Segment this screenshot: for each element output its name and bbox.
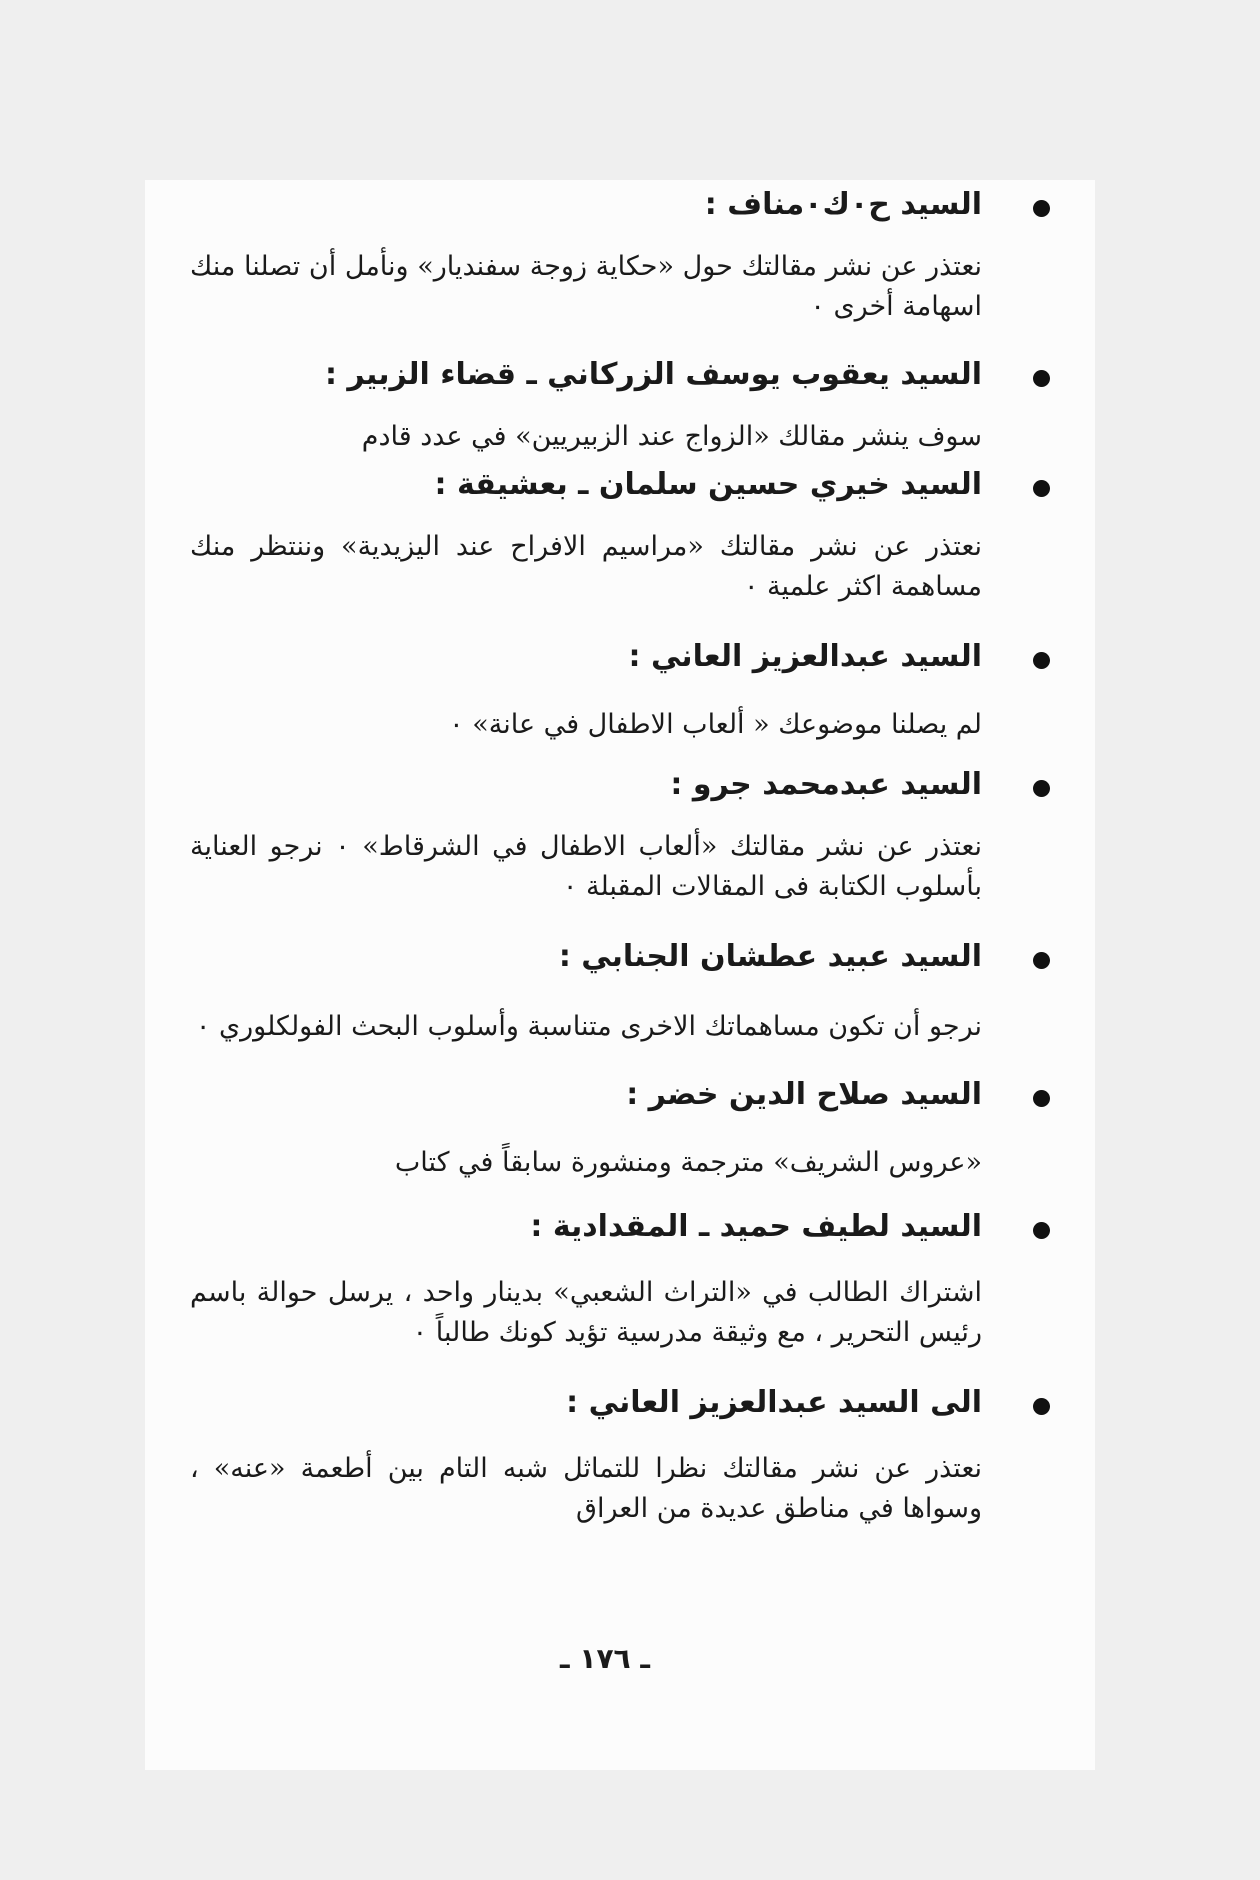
entry-body: نرجو أن تكون مساهماتك الاخرى متناسبة وأسلوب البحث الفولكلوري ٠ (195, 1011, 982, 1042)
entry-heading (190, 465, 982, 505)
entry-body: اشتراك الطالب في «التراث الشعبي» بدينار واحد ، يرسل حوالة باسم رئيس التحرير ، مع وثيقة مدرسية تؤيد كونك طالباً ٠ (190, 1277, 982, 1348)
entry-8 (190, 1207, 982, 1353)
entry-heading (190, 937, 982, 977)
entry-body: نعتذر عن نشر مقالتك «ألعاب الاطفال في الشرقاط» ٠ نرجو العناية بأسلوب الكتابة فى المقالات المقبلة ٠ (190, 831, 982, 902)
entry-body: نعتذر عن نشر مقالتك «مراسيم الافراح عند اليزيدية» وننتظر منك مساهمة اكثر علمية ٠ (190, 531, 982, 602)
entry-6 (190, 937, 982, 1047)
entry-heading-text: الى السيد عبدالعزيز العاني : (566, 1385, 982, 1420)
entry-3 (190, 465, 982, 607)
entry-4 (190, 637, 982, 745)
entry-1 (190, 185, 982, 327)
entry-9 (190, 1383, 982, 1529)
entry-heading-text: السيد عبيد عطشان الجنابي : (558, 939, 982, 974)
bullet-icon (1033, 1222, 1050, 1239)
letters-column (190, 185, 982, 1529)
entry-5 (190, 765, 982, 907)
bullet-icon (1033, 1398, 1050, 1415)
bullet-icon (1033, 1090, 1050, 1107)
entry-heading-text: السيد يعقوب يوسف الزركاني ـ قضاء الزبير : (324, 357, 982, 392)
entry-heading (190, 355, 982, 395)
entry-heading-text: السيد عبدالعزيز العاني : (628, 639, 982, 674)
entry-heading (190, 1207, 982, 1247)
entry-body: نعتذر عن نشر مقالتك حول «حكاية زوجة سفنديار» ونأمل أن تصلنا منك اسهامة أخرى ٠ (190, 251, 982, 322)
entry-7 (190, 1075, 982, 1183)
entry-body: نعتذر عن نشر مقالتك نظرا للتماثل شبه التام بين أطعمة «عنه» ، وسواها في مناطق عديدة من العراق (190, 1453, 982, 1524)
entry-body: سوف ينشر مقالك «الزواج عند الزبيريين» في عدد قادم (361, 421, 982, 452)
bullet-icon (1033, 780, 1050, 797)
entry-heading (190, 1075, 982, 1115)
entry-heading (190, 637, 982, 677)
bullet-icon (1033, 652, 1050, 669)
entry-heading-text: السيد عبدمحمد جرو : (670, 767, 982, 802)
entry-heading (190, 1383, 982, 1423)
entry-body: لم يصلنا موضوعك « ألعاب الاطفال في عانة» ٠ (449, 709, 982, 740)
entry-heading-text: السيد ح٠ك٠مناف : (704, 187, 982, 222)
entry-heading-text: السيد لطيف حميد ـ المقدادية : (530, 1209, 982, 1244)
entry-heading (190, 185, 982, 225)
bullet-icon (1033, 370, 1050, 387)
page-number: ـ ١٧٦ ـ (560, 1642, 650, 1675)
entry-heading (190, 765, 982, 805)
entry-2 (190, 355, 982, 457)
bullet-icon (1033, 952, 1050, 969)
entry-body: «عروس الشريف» مترجمة ومنشورة سابقاً في كتاب (394, 1147, 982, 1178)
bullet-icon (1033, 200, 1050, 217)
entry-heading-text: السيد صلاح الدين خضر : (626, 1077, 982, 1112)
entry-heading-text: السيد خيري حسين سلمان ـ بعشيقة : (434, 467, 982, 502)
bullet-icon (1033, 480, 1050, 497)
